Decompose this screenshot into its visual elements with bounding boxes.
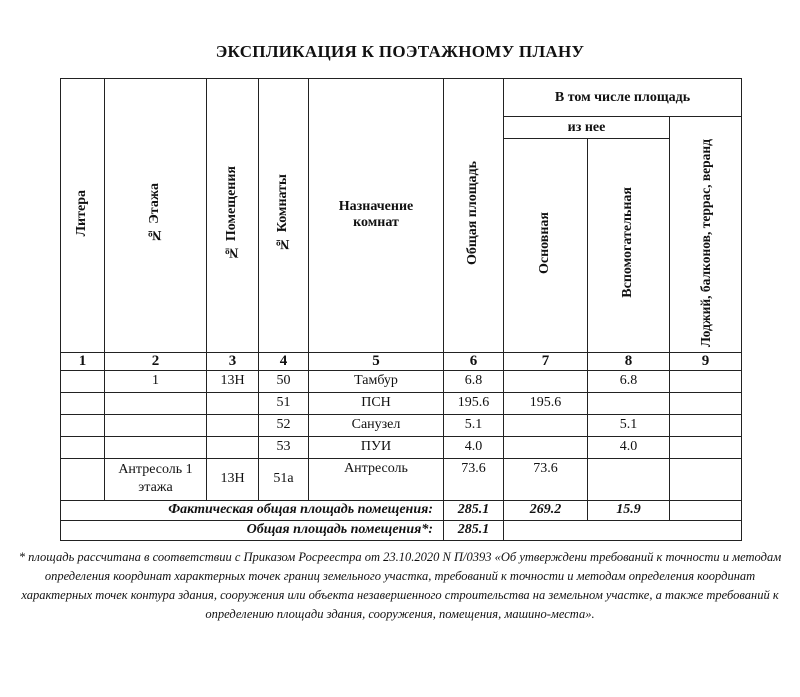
header-aux: Вспомогательная [588,139,670,353]
header-incl: В том числе площадь [504,79,742,117]
header-main: Основная [504,139,588,353]
column-numbers-row: 1 2 3 4 5 6 7 8 9 [61,352,742,370]
table-row: 52 Санузел 5.1 5.1 [61,414,742,436]
header-purpose: Назначение комнат [309,79,444,353]
table-row: 53 ПУИ 4.0 4.0 [61,436,742,458]
header-of-which: из нее [504,117,670,139]
header-premise: № Помещения [207,79,259,353]
header-total: Общая площадь [444,79,504,353]
table-row: 1 13Н 50 Тамбур 6.8 6.8 [61,370,742,392]
footnote: * площадь рассчитана в соответствии с Приказом Росреестра от 23.10.2020 N П/0393 «Об утверждени требований к точности и методам определения координат характерных точек границ земельного участка, требований к точности и методам определения координат характерных точек контура здания, сооружения или объекта незавершенного строительства на земельном участке, а также требований к определению площади здания, сооружения, помещения, машино-места». [18,550,782,621]
table-row: 51 ПСН 195.6 195.6 [61,392,742,414]
table-row: Антресоль 1 этажа 13Н 51а Антресоль 73.6 73.6 [61,458,742,500]
total-area-row: Общая площадь помещения*: 285.1 [61,520,742,540]
header-room: № Комнаты [259,79,309,353]
header-litera: Литера [61,79,105,353]
explication-table [60,78,742,541]
page-title: ЭКСПЛИКАЦИЯ К ПОЭТАЖНОМУ ПЛАНУ [215,42,585,61]
header-loggia: Лоджий, балконов, террас, веранд [670,139,742,353]
header-floor: № Этажа [105,79,207,353]
actual-area-row: Фактическая общая площадь помещения: 285.1 269.2 15.9 [61,500,742,520]
